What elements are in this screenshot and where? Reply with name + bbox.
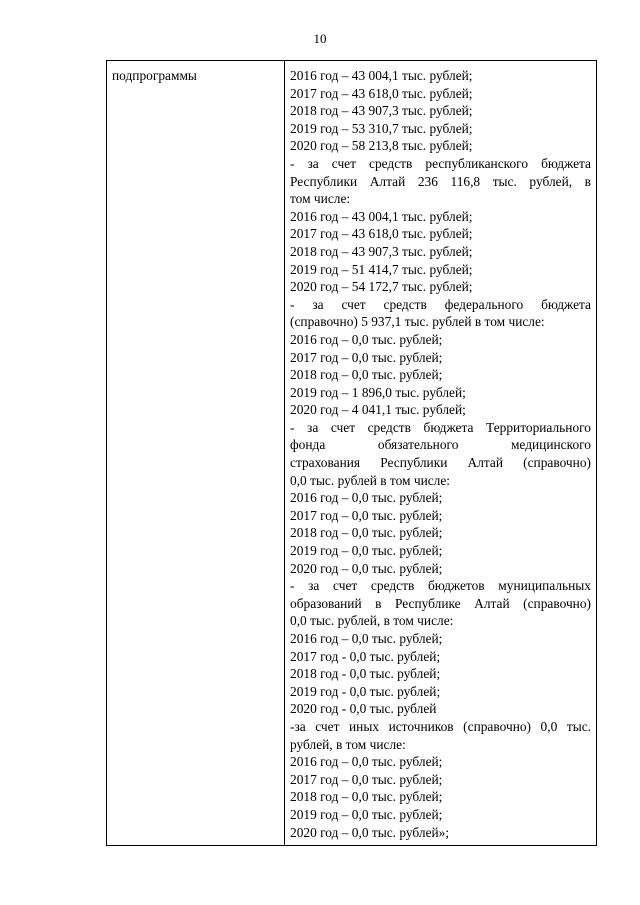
funding-line: 0,0 тыс. рублей в том числе:: [290, 472, 451, 488]
funding-line: 2018 год – 43 907,3 тыс. рублей;: [290, 103, 473, 119]
funding-line: - за счет средств бюджетов муниципальных: [290, 578, 591, 594]
table-row: [107, 61, 597, 846]
funding-line: 2018 год – 43 907,3 тыс. рублей;: [290, 243, 473, 259]
funding-line: 2018 год – 0,0 тыс. рублей;: [290, 789, 443, 805]
funding-line: (справочно) 5 937,1 тыс. рублей в том числе:: [290, 314, 545, 330]
funding-line: 2016 год – 0,0 тыс. рублей;: [290, 331, 443, 347]
table-cell-label: [107, 61, 285, 846]
funding-line: Республики Алтай 236 116,8 тыс. рублей, в: [290, 173, 591, 189]
funding-line: - за счет средств бюджета Территориального: [290, 419, 591, 435]
funding-line: 0,0 тыс. рублей, в том числе:: [290, 613, 454, 629]
funding-line: том числе:: [290, 191, 351, 207]
funding-line: фонда обязательного медицинского: [290, 437, 591, 453]
funding-line: 2019 год – 51 414,7 тыс. рублей;: [290, 261, 473, 277]
funding-line: 2017 год – 0,0 тыс. рублей;: [290, 349, 443, 365]
funding-line: 2020 год - 0,0 тыс. рублей: [290, 701, 437, 717]
funding-line: 2016 год – 0,0 тыс. рублей;: [290, 631, 443, 646]
funding-line: 2020 год – 0,0 тыс. рублей;: [290, 560, 443, 576]
funding-lines: [290, 67, 591, 841]
funding-line: 2019 год – 1 896,0 тыс. рублей;: [290, 384, 466, 400]
page-number: 10: [313, 31, 327, 46]
funding-line: 2017 год – 0,0 тыс. рублей;: [290, 507, 443, 523]
funding-line: 2017 год - 0,0 тыс. рублей;: [290, 648, 441, 664]
funding-line: 2016 год – 0,0 тыс. рублей;: [290, 490, 443, 506]
funding-line: образований в Республике Алтай (справочно): [290, 595, 591, 611]
funding-line: страхования Республики Алтай (справочно): [290, 455, 591, 471]
funding-line: 2019 год - 0,0 тыс. рублей;: [290, 683, 441, 699]
funding-line: 2020 год – 54 172,7 тыс. рублей;: [290, 279, 473, 295]
funding-table: [106, 60, 597, 846]
funding-line: 2019 год – 0,0 тыс. рублей;: [290, 543, 443, 559]
funding-line: - за счет средств федерального бюджета: [290, 296, 591, 312]
cell-label-text: подпрограммы: [112, 68, 197, 83]
funding-line: 2017 год – 43 618,0 тыс. рублей;: [290, 226, 473, 242]
funding-line: - за счет средств республиканского бюджета: [290, 155, 591, 171]
funding-line: 2016 год – 43 004,1 тыс. рублей;: [290, 68, 473, 83]
funding-line: -за счет иных источников (справочно) 0,0 тыс.: [290, 718, 591, 734]
funding-line: 2016 год – 0,0 тыс. рублей;: [290, 754, 443, 770]
funding-line: 2017 год – 0,0 тыс. рублей;: [290, 771, 443, 787]
funding-line: 2020 год – 4 041,1 тыс. рублей;: [290, 402, 466, 418]
funding-line: 2020 год – 0,0 тыс. рублей»;: [290, 824, 450, 840]
funding-line: 2016 год – 43 004,1 тыс. рублей;: [290, 208, 473, 224]
funding-line: 2018 год - 0,0 тыс. рублей;: [290, 666, 441, 682]
funding-line: 2017 год – 43 618,0 тыс. рублей;: [290, 85, 473, 101]
funding-line: 2018 год – 0,0 тыс. рублей;: [290, 367, 443, 383]
funding-line: 2019 год – 53 310,7 тыс. рублей;: [290, 120, 473, 136]
funding-line: 2019 год – 0,0 тыс. рублей;: [290, 806, 443, 822]
funding-line: 2020 год – 58 213,8 тыс. рублей;: [290, 138, 473, 154]
table-cell-funding: [285, 61, 597, 846]
funding-line: рублей, в том числе:: [290, 736, 406, 752]
funding-line: 2018 год – 0,0 тыс. рублей;: [290, 525, 443, 541]
